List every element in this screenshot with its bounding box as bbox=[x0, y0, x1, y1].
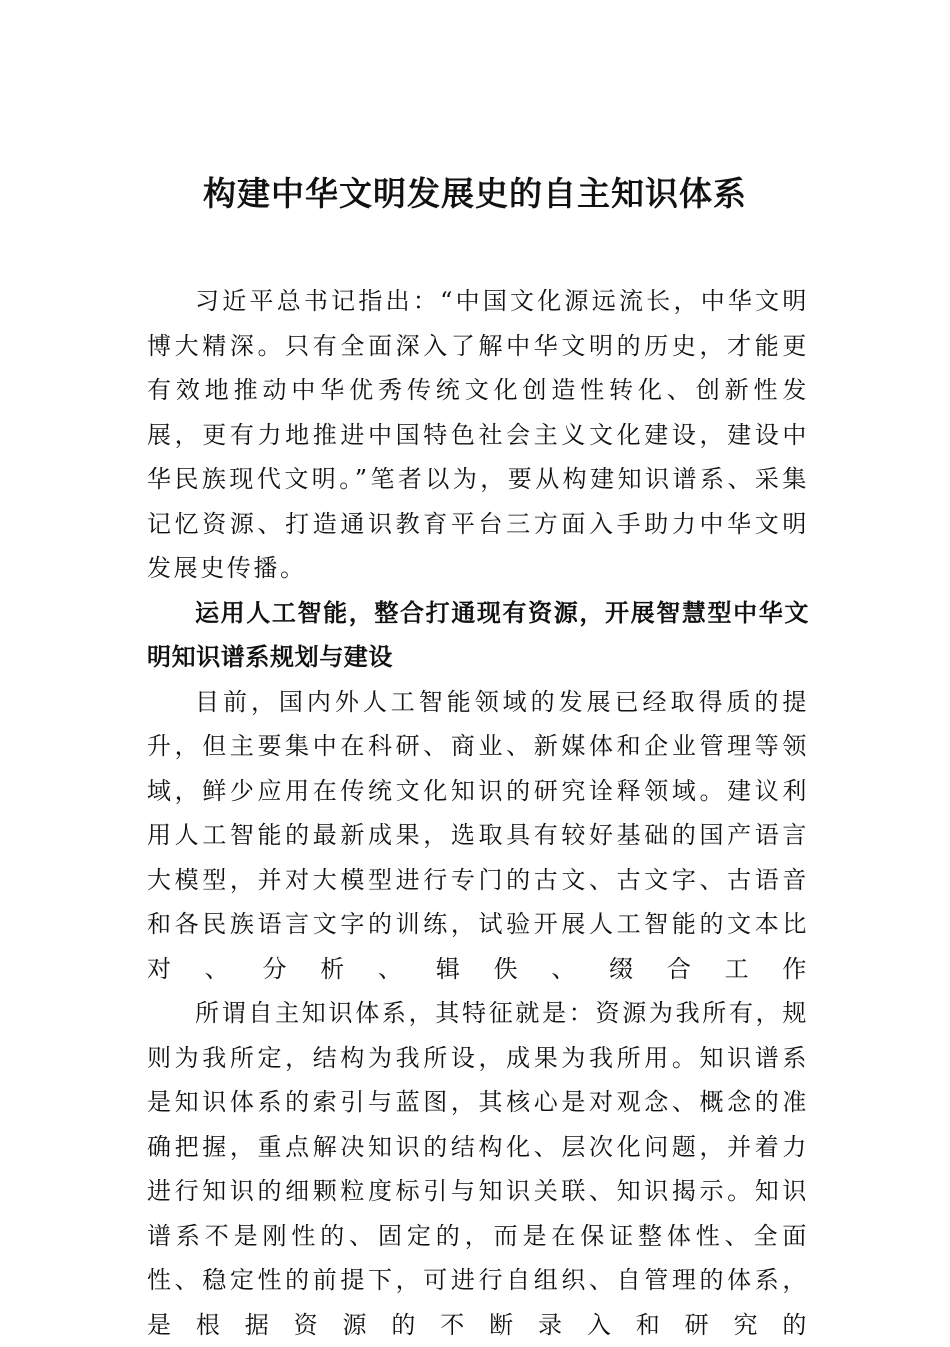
body-paragraph-knowledge-system: 所谓自主知识体系，其特征就是：资源为我所有，规则为我所定，结构为我所设，成果为我所用。知识谱系是知识体系的索引与蓝图，其核心是对观念、概念的准确把握，重点解决知识的结构化、层次化问题，并着力进行知识的细颗粒度标引与知识关联、知识揭示。知识谱系不是刚性的、固定的，而是在保证整体性、全面性、稳定性的前提下，可进行自组织、自管理的体系，是根据资源的不断录入和研究的 bbox=[147, 999, 809, 1339]
section-heading: 运用人工智能，整合打通现有资源，开展智慧型中华文明知识谱系规划与建设 bbox=[147, 598, 809, 671]
document-title: 构建中华文明发展史的自主知识体系 bbox=[203, 174, 747, 213]
body-paragraph-ai: 目前，国内外人工智能领域的发展已经取得质的提升，但主要集中在科研、商业、新媒体和企业管理等领域，鲜少应用在传统文化知识的研究诠释领域。建议利用人工智能的最新成果，选取具有较好基础的国产语言大模型，并对大模型进行专门的古文、古文字、古语音和各民族语言文字的训练，试验开展人工智能的文本比对、分析、辑佚、缀合工作 bbox=[147, 687, 809, 983]
document-body bbox=[147, 279, 809, 1347]
body-paragraph-intro: 习近平总书记指出：“中国文化源远流长，中华文明博大精深。只有全面深入了解中华文明的历史，才能更有效地推动中华优秀传统文化创造性转化、创新性发展，更有力地推进中国特色社会主义文化建设，建设中华民族现代文明。”笔者以为，要从构建知识谱系、采集记忆资源、打造通识教育平台三方面入手助力中华文明发展史传播。 bbox=[147, 287, 809, 582]
